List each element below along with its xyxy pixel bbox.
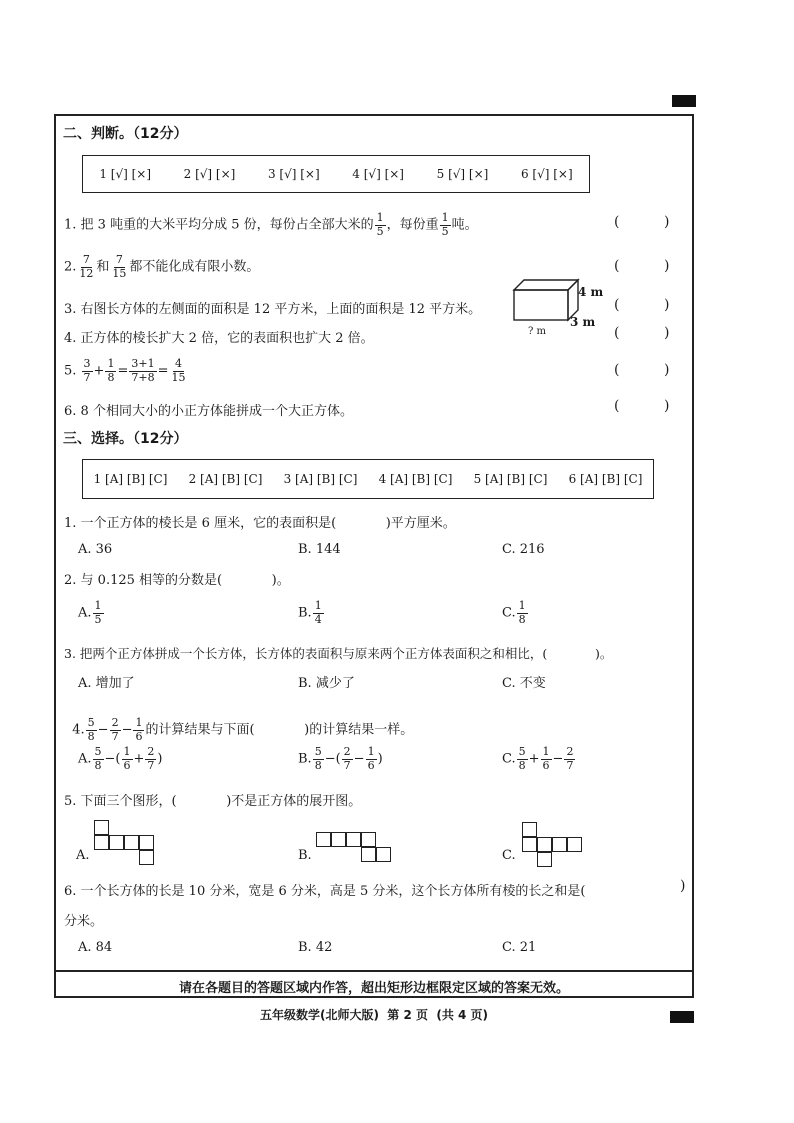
- option-b[interactable]: B.: [298, 848, 312, 863]
- choice-question-1: 1. 一个正方体的棱长是 6 厘米，它的表面积是( )平方厘米。: [64, 516, 456, 531]
- choice-question-3: 3. 把两个正方体拼成一个长方体，长方体的表面积与原来两个正方体表面积之和相比，( )。: [64, 646, 613, 661]
- option-b[interactable]: B. $\frac{1}{4}$: [298, 599, 322, 626]
- section3-title: 三、选择。（12分）: [63, 431, 188, 447]
- option-b[interactable]: B. 减少了: [298, 676, 355, 691]
- dimension-length: ? m: [528, 326, 547, 337]
- cube-net-c: [522, 822, 592, 872]
- option-a[interactable]: A. 增加了: [78, 676, 135, 691]
- choice-question-5: 5. 下面三个图形，( )不是正方体的展开图。: [64, 794, 362, 809]
- section2-title: 二、判断。（12分）: [63, 126, 188, 142]
- cube-net-a: [94, 820, 164, 870]
- option-a[interactable]: A. 84: [78, 940, 113, 955]
- judge-question-1: 1. 把 3 吨重的大米平均分成 5 份，每份占全部大米的 $\frac{1}{5}$ ，每份重 $\frac{1}{5}$ 吨。: [64, 211, 478, 238]
- answer-item[interactable]: 3 [√] [×]: [267, 167, 320, 181]
- answer-item[interactable]: 5 [A] [B] [C]: [473, 472, 548, 486]
- answer-paren[interactable]: ( ): [614, 214, 670, 230]
- choice-question-6-cont: 分米。: [64, 914, 104, 929]
- choice-question-6: 6. 一个长方体的长是 10 分米，宽是 6 分米，高是 5 分米，这个长方体所有棱的长之和是(: [64, 884, 586, 899]
- option-a[interactable]: A. 36: [78, 542, 113, 557]
- option-b[interactable]: B. $\frac{5}{8}$ −( $\frac{2}{7}$ − $\frac{1}{6}$ ): [298, 745, 383, 772]
- judge-question-4: 4. 正方体的棱长扩大 2 倍，它的表面积也扩大 2 倍。: [64, 331, 374, 346]
- dimension-height: 4 m: [578, 285, 604, 299]
- notice-text: 请在各题目的答题区域内作答，超出矩形边框限定区域的答案无效。: [178, 981, 569, 996]
- judge-question-5: 5. $\frac{3}{7}$ + $\frac{1}{8}$ = $\frac{3+1}{7+8}$ = $\frac{4}{15}$: [64, 357, 186, 384]
- answer-item[interactable]: 4 [A] [B] [C]: [378, 472, 453, 486]
- answer-paren[interactable]: ( ): [614, 362, 670, 378]
- option-c[interactable]: C. 216: [502, 542, 545, 557]
- alignment-mark-top: [672, 95, 696, 107]
- section2-answer-box: [82, 155, 590, 193]
- answer-paren[interactable]: ( ): [614, 325, 670, 341]
- option-c[interactable]: C. 21: [502, 940, 537, 955]
- judge-question-2: 2. $\frac{7}{12}$ 和 $\frac{7}{15}$ 都不能化成有限小数。: [64, 253, 260, 280]
- answer-item[interactable]: 1 [√] [×]: [99, 167, 152, 181]
- answer-item[interactable]: 5 [√] [×]: [436, 167, 489, 181]
- option-a[interactable]: A.: [76, 848, 90, 863]
- answer-item[interactable]: 4 [√] [×]: [352, 167, 404, 181]
- answer-item[interactable]: 6 [A] [B] [C]: [568, 472, 643, 486]
- notice-divider: [54, 970, 694, 972]
- choice-question-2: 2. 与 0.125 相等的分数是( )。: [64, 573, 290, 588]
- judge-question-6: 6. 8 个相同大小的小正方体能拼成一个大正方体。: [64, 404, 353, 419]
- answer-item[interactable]: 6 [√] [×]: [520, 167, 573, 181]
- answer-item[interactable]: 2 [√] [×]: [183, 167, 236, 181]
- answer-paren[interactable]: ( ): [614, 258, 670, 274]
- option-a[interactable]: A. $\frac{1}{5}$: [78, 599, 102, 626]
- section3-answer-box: [82, 459, 654, 499]
- page-footer: 五年级数学(北师大版) 第 2 页 (共 4 页): [259, 1008, 489, 1022]
- answer-item[interactable]: 3 [A] [B] [C]: [283, 472, 358, 486]
- choice-question-4: 4. $\frac{5}{8}$ − $\frac{2}{7}$ − $\frac{1}{6}$ 的计算结果与下面( )的计算结果一样。: [72, 716, 414, 743]
- option-c[interactable]: C. $\frac{1}{8}$: [502, 599, 526, 626]
- answer-paren[interactable]: ( ): [614, 297, 670, 313]
- dimension-width: 3 m: [570, 315, 596, 329]
- option-b[interactable]: B. 144: [298, 542, 341, 557]
- answer-item[interactable]: 2 [A] [B] [C]: [188, 472, 263, 486]
- option-a[interactable]: A. $\frac{5}{8}$ −( $\frac{1}{6}$ + $\frac{2}{7}$ ): [78, 745, 163, 772]
- option-b[interactable]: B. 42: [298, 940, 333, 955]
- answer-paren-close[interactable]: ): [680, 878, 686, 894]
- answer-paren[interactable]: ( ): [614, 398, 670, 414]
- option-c[interactable]: C.: [502, 848, 516, 863]
- option-c[interactable]: C. 不变: [502, 676, 546, 691]
- answer-item[interactable]: 1 [A] [B] [C]: [93, 472, 168, 486]
- cube-net-b: [316, 832, 396, 872]
- option-c[interactable]: C. $\frac{5}{8}$ + $\frac{1}{6}$ − $\frac{2}{7}$: [502, 745, 574, 772]
- judge-question-3: 3. 右图长方体的左侧面的面积是 12 平方米，上面的面积是 12 平方米。: [64, 302, 482, 317]
